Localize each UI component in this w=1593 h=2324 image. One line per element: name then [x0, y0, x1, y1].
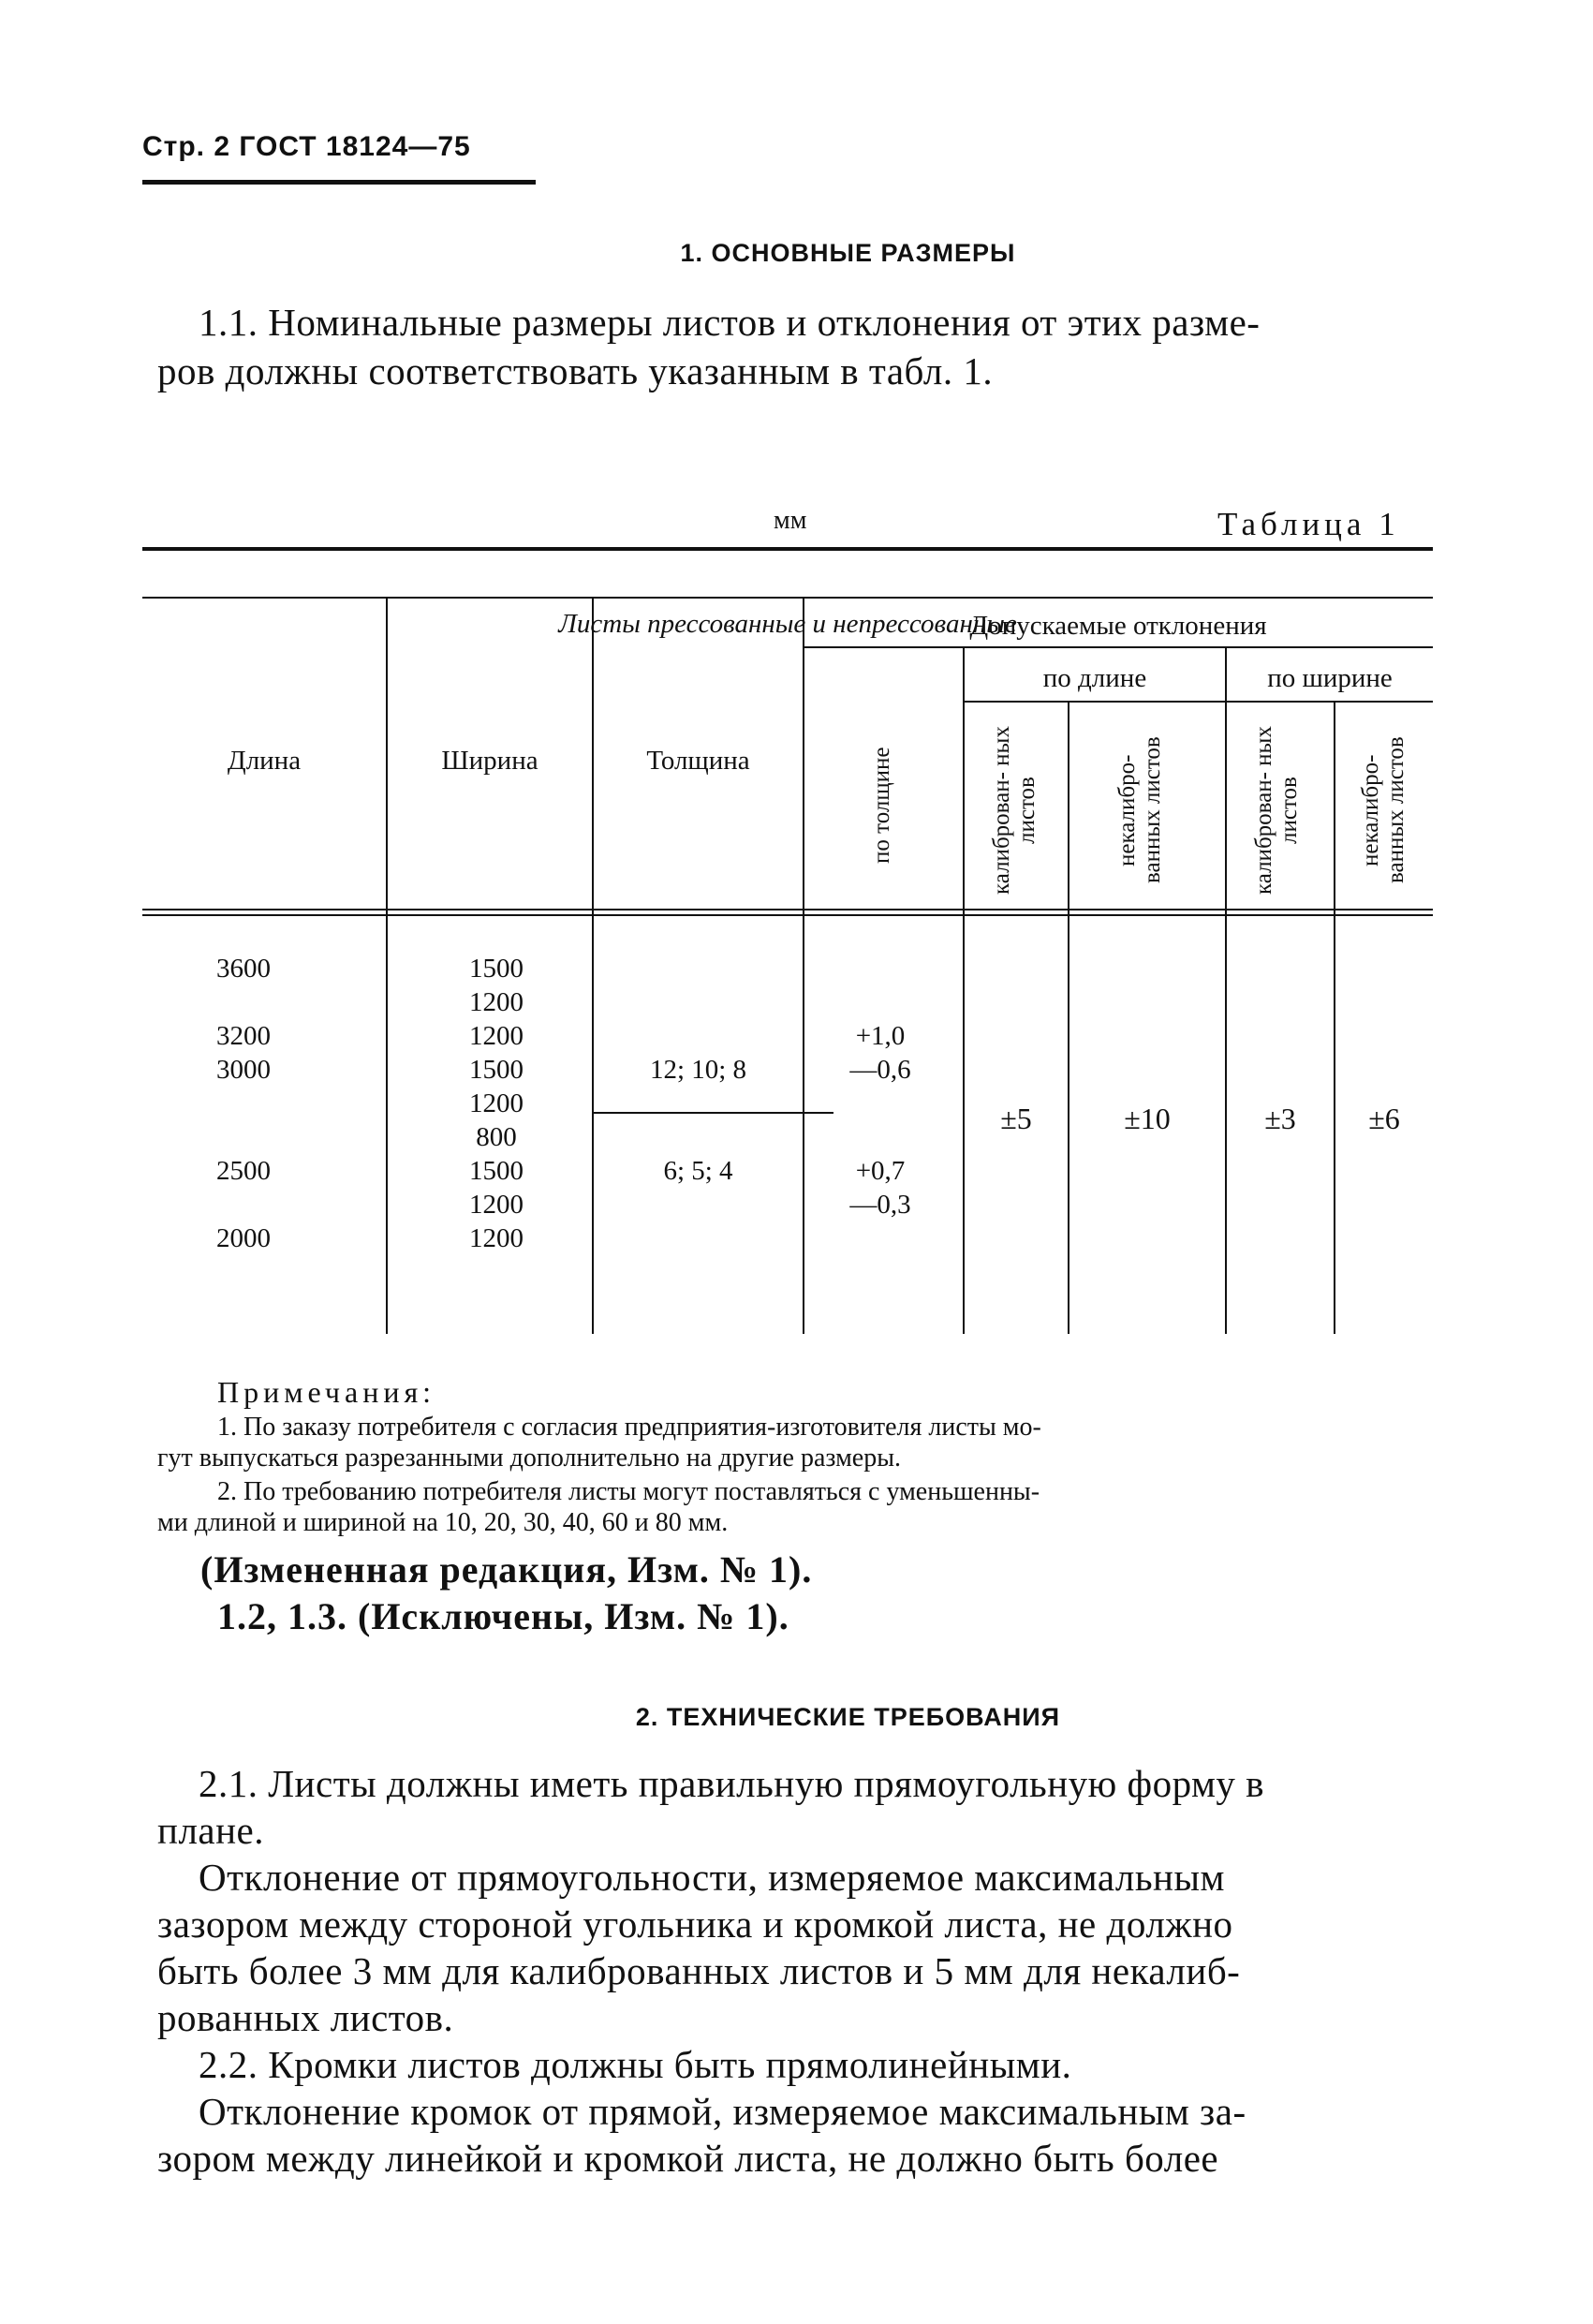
- table-unit: мм: [774, 506, 807, 535]
- header-by-length: по длине: [1042, 663, 1147, 693]
- section-2-line: плане.: [157, 1809, 264, 1852]
- page-header: Стр. 2 ГОСТ 18124—75: [142, 131, 471, 162]
- paragraph-1-1-line-1: 1.1. Номинальные размеры листов и отклонения от этих разме-: [199, 301, 1261, 344]
- thickness-cell-a: 12; 10; 8: [649, 1055, 747, 1085]
- length-cell: 2000: [216, 1223, 271, 1253]
- section-2-line: рованных листов.: [157, 1996, 454, 2039]
- vline-2: [592, 599, 594, 1334]
- note-1-line-1: 1. По заказу потребителя с согласия предприятия-изготовителя листы мо-: [217, 1413, 1041, 1442]
- header-width-cal: калиброван- ных листов: [1251, 726, 1302, 895]
- note-2-line-2: ми длиной и шириной на 10, 20, 30, 40, 60 и 80 мм.: [157, 1508, 729, 1537]
- vline-3: [803, 599, 804, 1334]
- vline-4: [963, 648, 965, 1334]
- tolerance-b-plus: +0,7: [855, 1156, 906, 1186]
- length-cell: 3200: [216, 1021, 271, 1051]
- section-2-title: 2. ТЕХНИЧЕСКИЕ ТРЕБОВАНИЯ: [635, 1703, 1061, 1731]
- header-bottom-rule-2: [142, 914, 1433, 916]
- group-rule: [142, 597, 1433, 599]
- width-cal-tolerance: ±3: [1264, 1102, 1296, 1135]
- section-2-line: зазором между стороной угольника и кромкой листа, не должно: [157, 1902, 1233, 1946]
- header-rule: [142, 180, 536, 185]
- note-2-line-1: 2. По требованию потребителя листы могут поставляться с уменьшенны-: [217, 1477, 1040, 1506]
- header-width-noncal: некалибро- ванных листов: [1358, 736, 1409, 884]
- header-thickness: Толщина: [646, 746, 750, 776]
- length-cell: 2500: [216, 1156, 271, 1186]
- width-noncal-tolerance: ±6: [1368, 1102, 1400, 1135]
- tolerance-b-minus: —0,3: [849, 1190, 911, 1220]
- length-cell: 3000: [216, 1055, 271, 1085]
- vline-6: [1225, 648, 1227, 1334]
- section-1-title: 1. ОСНОВНЫЕ РАЗМЕРЫ: [680, 239, 1016, 267]
- width-cell: 1200: [469, 1021, 524, 1051]
- sub-group-rule: [963, 701, 1433, 703]
- width-cell: 1200: [469, 1088, 524, 1118]
- table-group-title: Листы прессованные и непрессованные: [558, 609, 1017, 639]
- width-cell: 1500: [469, 1055, 524, 1085]
- header-length: Длина: [227, 746, 302, 776]
- width-cell: 800: [476, 1122, 517, 1152]
- header-length-cal: калиброван- ных листов: [989, 726, 1040, 895]
- width-cell: 1500: [469, 1156, 524, 1186]
- paragraph-1-1-line-2: ров должны соответствовать указанным в табл. 1.: [157, 349, 994, 392]
- allowed-rule: [804, 646, 1433, 648]
- section-2-line: Отклонение от прямоугольности, измеряемое максимальным: [199, 1856, 1225, 1899]
- header-length-noncal: некалибро- ванных листов: [1114, 736, 1165, 884]
- width-cell: 1200: [469, 1223, 524, 1253]
- width-cell: 1200: [469, 987, 524, 1017]
- tolerance-a-minus: —0,6: [849, 1055, 911, 1085]
- header-allowed: Допускаемые отклонения: [969, 611, 1267, 641]
- section-2-line: 2.2. Кромки листов должны быть прямолинейными.: [199, 2043, 1072, 2086]
- section-2-line: быть более 3 мм для калиброванных листов и 5 мм для некалиб-: [157, 1949, 1241, 1992]
- header-by-thickness: по толщине: [869, 747, 894, 865]
- header-by-width: по ширине: [1267, 663, 1393, 693]
- width-cell: 1200: [469, 1190, 524, 1220]
- section-2-line: 2.1. Листы должны иметь правильную прямоугольную форму в: [199, 1762, 1265, 1805]
- thickness-cell-b: 6; 5; 4: [663, 1156, 733, 1186]
- vline-5: [1068, 703, 1069, 1334]
- notes-title: Примечания:: [217, 1375, 436, 1409]
- vline-7: [1334, 703, 1335, 1334]
- thickness-split-rule: [594, 1112, 833, 1114]
- table-label: Таблица 1: [1217, 506, 1400, 542]
- length-cell: 3600: [216, 954, 271, 984]
- section-2-line: зором между линейкой и кромкой листа, не должно быть более: [157, 2137, 1219, 2180]
- vline-1: [386, 599, 388, 1334]
- header-bottom-rule-1: [142, 909, 1433, 910]
- note-1-line-2: гут выпускаться разрезанными дополнительно на другие размеры.: [157, 1443, 902, 1473]
- width-cell: 1500: [469, 954, 524, 984]
- tolerance-a-plus: +1,0: [855, 1021, 906, 1051]
- amendment-note: (Измененная редакция, Изм. № 1).: [200, 1548, 813, 1591]
- header-width: Ширина: [441, 746, 538, 776]
- length-cal-tolerance: ±5: [1000, 1102, 1032, 1135]
- table-top-rule: [142, 547, 1433, 551]
- section-2-line: Отклонение кромок от прямой, измеряемое максимальным за-: [199, 2090, 1246, 2133]
- excluded-note: 1.2, 1.3. (Исключены, Изм. № 1).: [217, 1595, 789, 1637]
- length-noncal-tolerance: ±10: [1124, 1102, 1171, 1135]
